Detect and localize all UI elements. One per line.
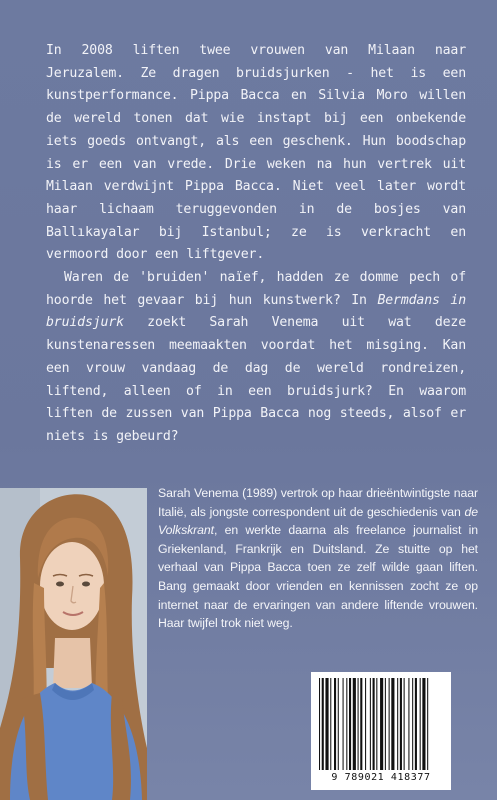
back-cover-blurb [46,40,466,449]
barcode-bar [420,678,421,770]
blurb-paragraph-1: In 2008 liften twee vrouwen van Milaan naar Jeruzalem. Ze dragen bruidsjurken - het is een kunstperformance. Pippa Bacca en Silvia Moro willen de wereld tonen dat wie instapt bij een onbekende iets goeds ontvangt, als een geschenk. Hun boodschap is er een van vrede. Drie weken na hun vertrek uit Milaan verdwijnt Pippa Bacca. Niet veel later wordt haar lichaam teruggevonden in de bosjes van Ballıkayalar bij Istanbul; ze is verkracht en vermoord door een liftgever. [46,43,466,263]
barcode-bar [412,678,413,770]
barcode-bar [415,678,417,770]
barcode-bar [427,678,428,770]
barcode-bar [373,678,375,770]
barcode-bar [365,678,366,770]
barcode-bar [334,678,336,770]
barcode-bar [422,678,425,770]
barcode-bar [385,678,386,770]
barcode-bar [349,678,351,770]
blurb-paragraph-2 [46,267,466,449]
book-title: Bermdans in bruidsjurk [46,292,466,331]
barcode-bars [317,678,445,772]
barcode-bar [370,678,371,770]
bio-text: , en werkte daarna als freelance journalist in Griekenland, Frankrijk en Duitsland. Ze stuitte op het verhaal van Pippa Bacca toen ze zelf wilde gaan liften. Bang gemaakt door vrienden en kennissen zocht ze op internet naar de ervaringen van andere liftende vrouwen. Haar twijfel trok niet weg. [158,523,478,631]
bio-text: Sarah Venema (1989) vertrok op haar drieëntwintigste naar Italië, als jongste correspondent uit de geschiedenis van [158,486,478,519]
barcode-bar [358,678,359,770]
barcode-bar [389,678,390,770]
barcode-bar [397,678,398,770]
barcode-bar [376,678,377,770]
barcode-bar [346,678,347,770]
blurb-text: Waren de 'bruiden' naïef, hadden ze domme pech of hoorde het gevaar bij hun kunstwerk? In [46,270,466,308]
barcode-bar [404,678,405,770]
barcode-bar [400,678,402,770]
barcode-bar [360,678,362,770]
isbn-number: 9 789021 418377 [331,772,431,783]
barcode-bar [408,678,409,770]
barcode-bar [325,678,328,770]
newspaper-name: de Volkskrant [158,504,478,538]
barcode-bar [322,678,324,770]
author-bio [158,484,478,633]
barcode-bar [343,678,344,770]
author-portrait-image [0,488,147,800]
barcode-bar [380,678,383,770]
barcode-bar [330,678,331,770]
author-photo [0,488,147,800]
barcode-bar [353,678,356,770]
barcode-bar [391,678,394,770]
barcode [311,672,451,790]
blurb-text: zoekt Sarah Venema uit wat deze kunstenaressen meemaakten voordat het misging. Kan een vrouw vandaag de dag de wereld rondreizen, liftend, alleen of in een bruidsjurk? En waarom liften de zussen van Pippa Bacca nog steeds, alsof er niets is gebeurd? [46,315,466,444]
barcode-bar [319,678,320,770]
barcode-bar [338,678,339,770]
